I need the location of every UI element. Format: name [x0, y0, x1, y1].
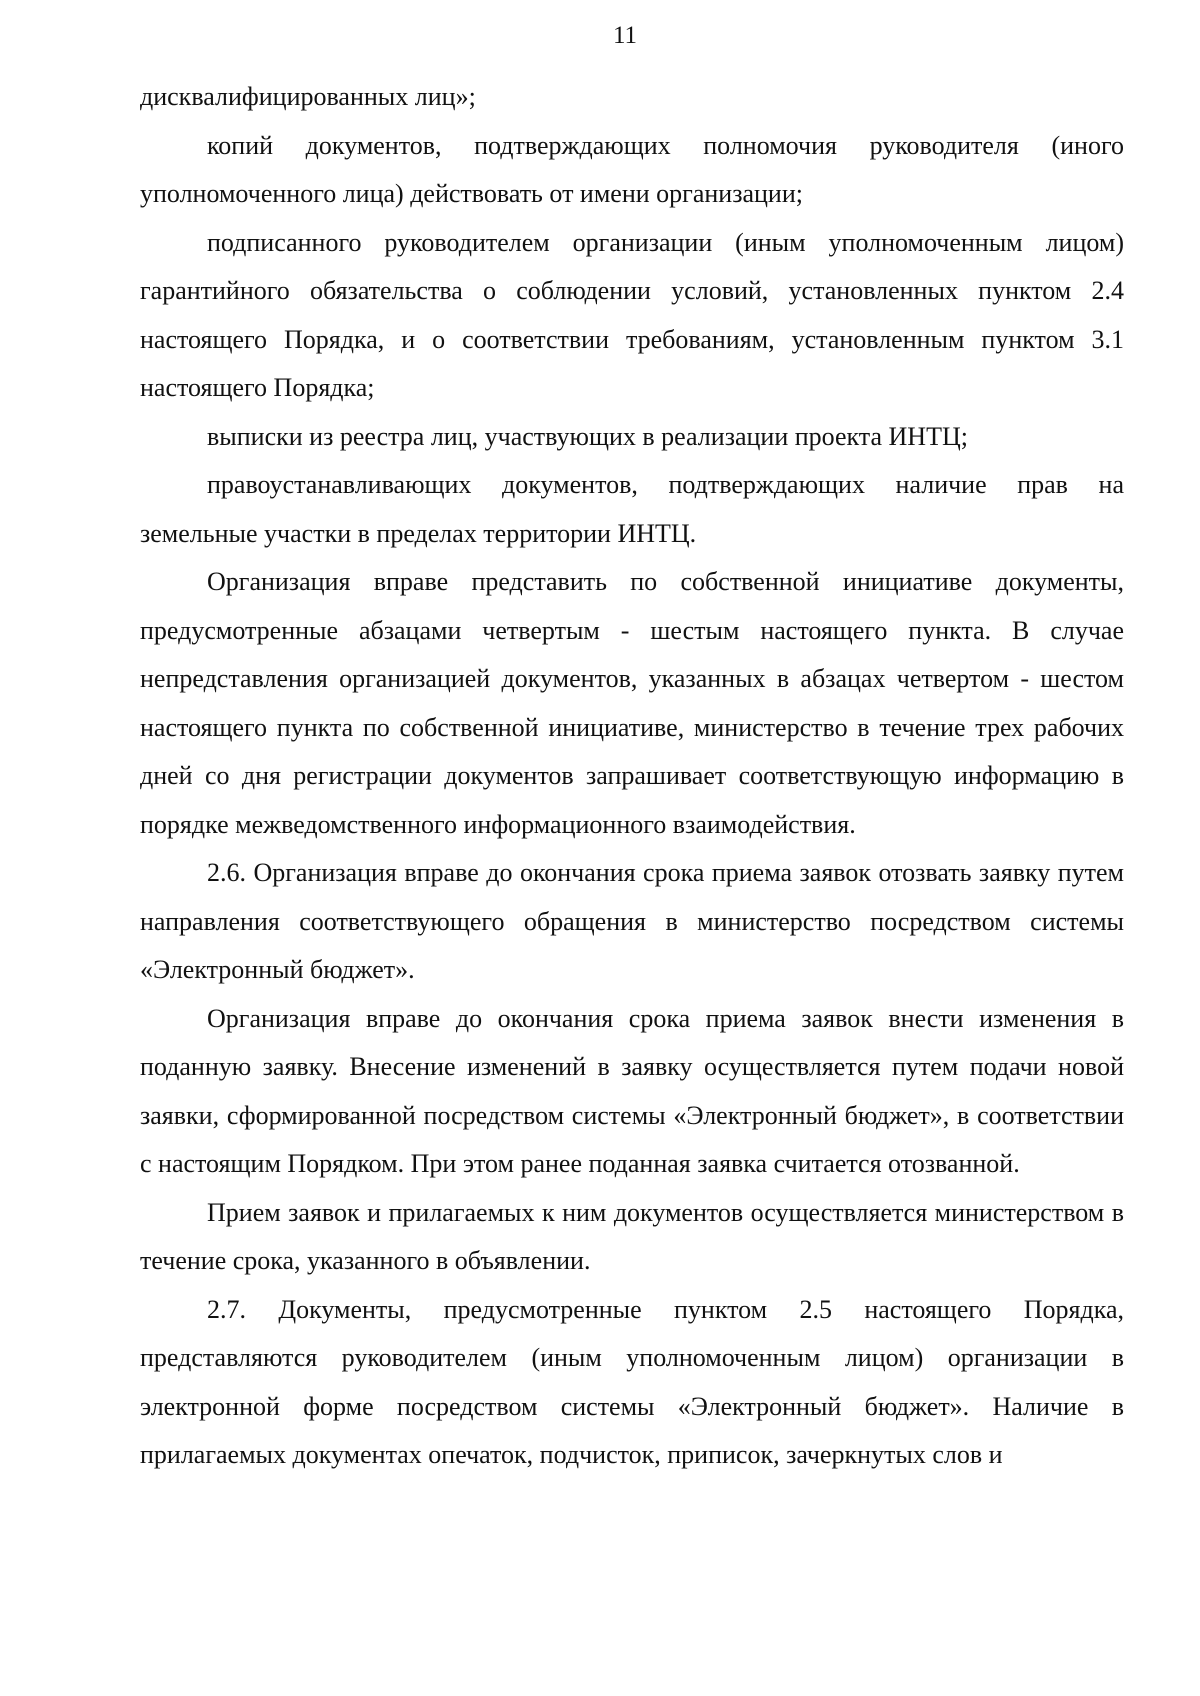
paragraph-guarantee-obligation: подписанного руководителем организации (иным уполномоченным лицом) гарантийного обязательства о соблюдении условий, установленных пунктом 2.4 настоящего Порядка, и о соответствии требованиям, установленным пунктом 3.1 настоящего Порядка; — [140, 227, 1124, 402]
paragraph-2-7-documents: 2.7. Документы, предусмотренные пунктом 2.5 настоящего Порядка, представляются руководителем (иным уполномоченным лицом) организации в электронной форме посредством системы «Электронный бюджет». Наличие в прилагаемых документах опечаток, подчисток, приписок, зачеркнутых слов и — [140, 1294, 1124, 1469]
paragraph-acceptance-period: Прием заявок и прилагаемых к ним документов осуществляется министерством в течение срока, указанного в объявлении. — [140, 1197, 1124, 1275]
document-body — [140, 73, 1124, 1480]
paragraph-disqualified-persons: дисквалифицированных лиц»; — [140, 82, 476, 111]
paragraph-land-rights: правоустанавливающих документов, подтверждающих наличие прав на земельные участки в пределах территории ИНТЦ. — [140, 470, 1124, 548]
paragraph-application-changes: Организация вправе до окончания срока приема заявок внести изменения в поданную заявку. Внесение изменений в заявку осуществляется путем подачи новой заявки, сформированной посредством системы «Электронный бюджет», в соответствии с настоящим Порядком. При этом ранее поданная заявка считается отозванной. — [140, 1003, 1124, 1178]
paragraph-own-initiative: Организация вправе представить по собственной инициативе документы, предусмотренные абзацами четвертым - шестым настоящего пункта. В случае непредставления организацией документов, указанных в абзацах четвертом - шестом настоящего пункта по собственной инициативе, министерство в течение трех рабочих дней со дня регистрации документов запрашивает соответствующую информацию в порядке межведомственного информационного взаимодействия. — [140, 567, 1124, 839]
paragraph-registry-extract: выписки из реестра лиц, участвующих в реализации проекта ИНТЦ; — [207, 421, 968, 451]
paragraph-authority-copies: копий документов, подтверждающих полномочия руководителя (иного уполномоченного лица) действовать от имени организации; — [140, 130, 1124, 208]
page-number: 11 — [612, 22, 638, 49]
paragraph-2-6-withdrawal: 2.6. Организация вправе до окончания срока приема заявок отозвать заявку путем направления соответствующего обращения в министерство посредством системы «Электронный бюджет». — [140, 858, 1124, 984]
